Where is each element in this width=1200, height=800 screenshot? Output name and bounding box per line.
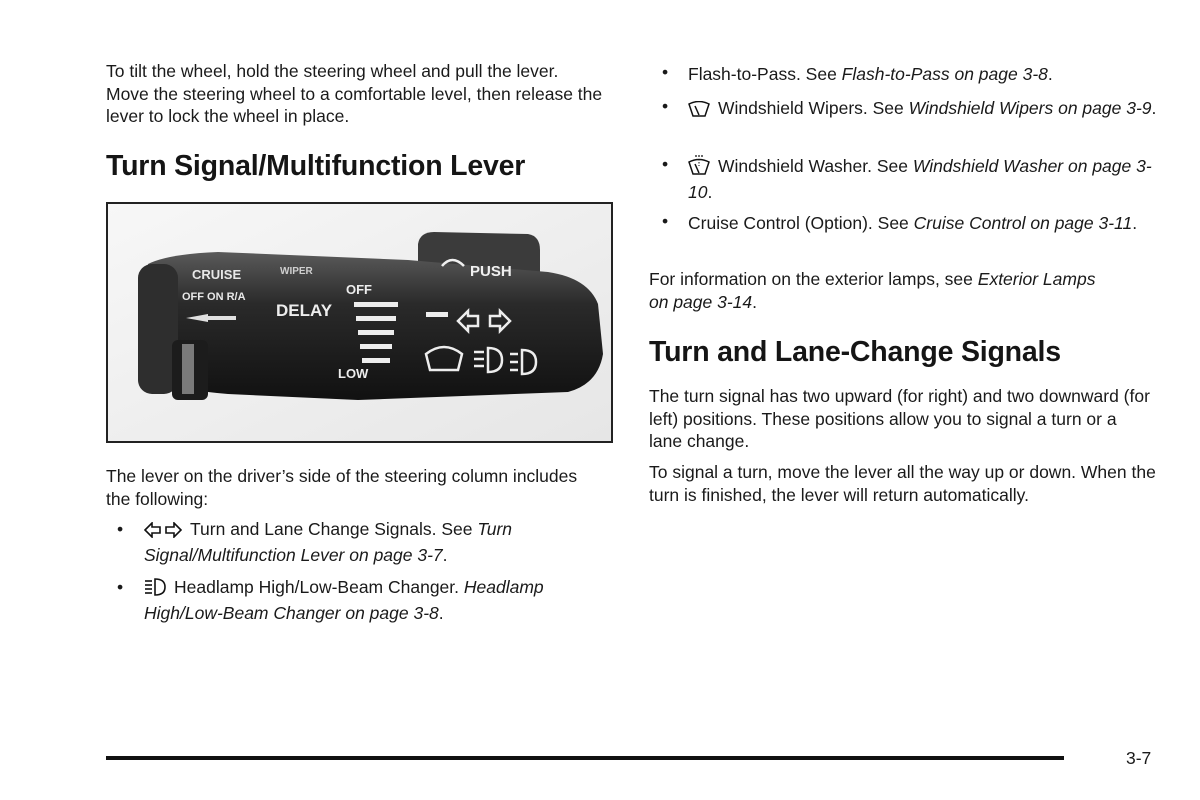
tilt-wheel-paragraph: To tilt the wheel, hold the steering wheel and pull the lever. Move the steering wheel to a comfortable level, then release the lever to lock the wheel in place. <box>106 61 603 126</box>
windshield-washer-icon <box>688 155 710 181</box>
item-period: . <box>442 545 448 565</box>
signal-a-turn-paragraph: To signal a turn, move the lever all the way up or down. When the turn is finished, the lever will return automatically. <box>649 462 1156 505</box>
item-period: . <box>1151 98 1157 118</box>
cross-reference-link[interactable]: Flash-to-Pass on page 3-8 <box>841 64 1048 84</box>
lever-illustration <box>108 204 611 441</box>
item-text: Flash-to-Pass. See <box>688 64 842 84</box>
lamps-text: For information on the exterior lamps, see <box>649 269 978 289</box>
label-push: PUSH <box>470 263 512 280</box>
bullet: • <box>117 577 124 597</box>
bullet: • <box>662 211 669 231</box>
footer-rule <box>106 756 1064 760</box>
headlamp-beam-icon <box>144 578 166 602</box>
section-heading-multifunction-lever: Turn Signal/Multifunction Lever <box>106 150 526 182</box>
label-low: LOW <box>338 366 369 381</box>
bullet: • <box>662 62 669 82</box>
item-period: . <box>438 603 444 623</box>
label-off-on-ra: OFF ON R/A <box>182 291 246 303</box>
cross-reference-link[interactable]: Cruise Control on page 3-11 <box>913 213 1133 233</box>
page-number: 3-7 <box>1126 748 1152 768</box>
turn-signal-positions-paragraph: The turn signal has two upward (for right) and two downward (for left) positions. These positions allow you to signal a turn or a lane change. <box>649 386 1150 451</box>
label-off: OFF <box>346 282 372 297</box>
label-cruise: CRUISE <box>192 267 242 282</box>
exterior-lamps-paragraph <box>649 268 1119 313</box>
bullet: • <box>662 96 669 116</box>
section-heading-lane-change-signals: Turn and Lane-Change Signals <box>649 336 1061 368</box>
label-wiper: WIPER <box>280 266 313 277</box>
lever-intro-paragraph: The lever on the driver’s side of the steering column includes the following: <box>106 466 578 509</box>
cross-reference-link[interactable]: Windshield Washer on page 3-10 <box>688 156 1152 202</box>
bullet: • <box>117 519 124 539</box>
item-period: . <box>1132 213 1138 233</box>
item-text: Turn and Lane Change Signals. See <box>190 519 478 539</box>
cross-reference-link[interactable]: Headlamp High/Low-Beam Changer on page 3-8 <box>144 577 544 623</box>
lamps-period: . <box>752 291 758 312</box>
list-item-windshield-wipers <box>649 97 1158 123</box>
bullet: • <box>662 154 669 174</box>
item-text: Cruise Control (Option). See <box>688 213 914 233</box>
cross-reference-link[interactable]: Turn Signal/Multifunction Lever on page 3-7 <box>144 519 513 565</box>
item-period: . <box>1047 64 1053 84</box>
cross-reference-link[interactable]: Exterior Lamps on page 3-14 <box>649 269 1096 312</box>
item-text: Windshield Wipers. See <box>718 98 909 118</box>
item-text: Headlamp High/Low-Beam Changer. <box>174 577 464 597</box>
list-item-cruise-control <box>649 212 1168 235</box>
windshield-wiper-icon <box>688 100 710 123</box>
list-item-turn-signals <box>106 518 614 567</box>
list-item-windshield-washer <box>649 155 1168 204</box>
multifunction-lever-photo <box>106 202 613 443</box>
list-item-headlamp-changer <box>106 576 624 625</box>
item-text: Windshield Washer. See <box>718 156 913 176</box>
turn-signal-arrows-icon <box>144 521 182 544</box>
cross-reference-link[interactable]: Windshield Wipers on page 3-9 <box>908 98 1152 118</box>
label-delay: DELAY <box>276 301 333 320</box>
item-period: . <box>707 182 713 202</box>
list-item-flash-to-pass <box>649 63 1188 86</box>
